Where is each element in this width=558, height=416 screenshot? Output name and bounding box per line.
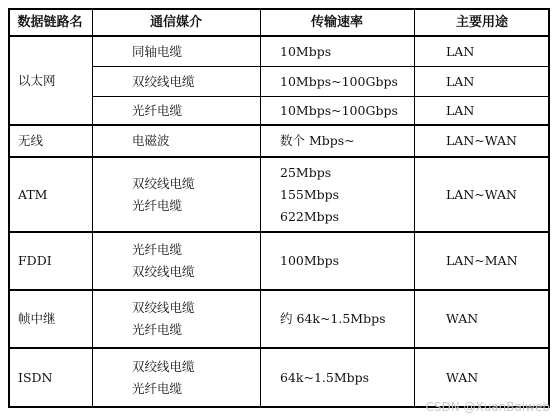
cell-ethernet-media-fiber: 光纤电缆 [132,102,183,118]
cell-isdn-use: WAN [446,369,479,385]
atm-rate-line: 25Mbps [280,164,332,180]
cell-frame-relay-use: WAN [446,311,479,326]
frame-relay-media-line: 双绞线电缆 [132,300,195,315]
cell-atm-name: ATM [18,186,48,202]
cell-atm-rate [260,158,414,231]
header-use: 主要用途 [455,14,508,30]
cell-frame-relay-name: 帧中继 [18,311,56,326]
atm-media-line: 光纤电缆 [132,197,183,213]
frame-relay-media-line: 光纤电缆 [132,322,183,337]
cell-ethernet-use-fiber: LAN [446,102,475,118]
cell-fddi-media [92,233,260,289]
header-media: 通信媒介 [149,14,202,30]
cell-atm-use: LAN~WAN [446,186,517,202]
cell-frame-relay-media [92,291,260,347]
cell-ethernet-rate-fiber: 10Mbps~100Gbps [280,102,398,118]
cell-wireless-name: 无线 [18,133,44,148]
cell-frame-relay-rate: 约 64k~1.5Mbps [280,311,386,326]
fddi-media-line: 光纤电缆 [132,242,183,257]
cell-wireless-use: LAN~WAN [446,133,517,148]
isdn-media-line: 双绞线电缆 [132,358,195,374]
cell-isdn-rate: 64k~1.5Mbps [280,369,370,385]
cell-isdn-media [92,349,260,406]
fddi-media-line: 双绞线电缆 [132,264,195,279]
cell-ethernet-rate-twisted: 10Mbps~100Gbps [280,73,398,89]
cell-ethernet-rate-coax: 10Mbps [280,43,332,59]
header-link-name: 数据链路名 [17,14,83,30]
cell-fddi-name: FDDI [18,253,52,268]
cell-isdn-name: ISDN [18,369,53,385]
cell-fddi-use: LAN~MAN [446,253,518,268]
cell-ethernet-use-twisted: LAN [446,73,475,89]
atm-rate-line: 155Mbps [280,186,340,202]
atm-rate-line: 622Mbps [280,208,340,224]
data-link-table [8,8,550,408]
cell-atm-media [92,158,260,231]
atm-media-line: 双绞线电缆 [132,175,195,191]
cell-ethernet-media-coax: 同轴电缆 [132,43,183,59]
cell-fddi-rate: 100Mbps [280,253,340,268]
watermark: CSDN @XuanBaiweb [425,400,550,414]
cell-wireless-rate: 数个 Mbps~ [280,133,355,148]
cell-ethernet-use-coax: LAN [446,43,475,59]
isdn-media-line: 光纤电缆 [132,380,183,396]
cell-wireless-media: 电磁波 [132,133,170,148]
header-rate: 传输速率 [310,14,363,30]
cell-ethernet-name: 以太网 [18,72,56,88]
cell-ethernet-media-twisted: 双绞线电缆 [132,73,195,89]
